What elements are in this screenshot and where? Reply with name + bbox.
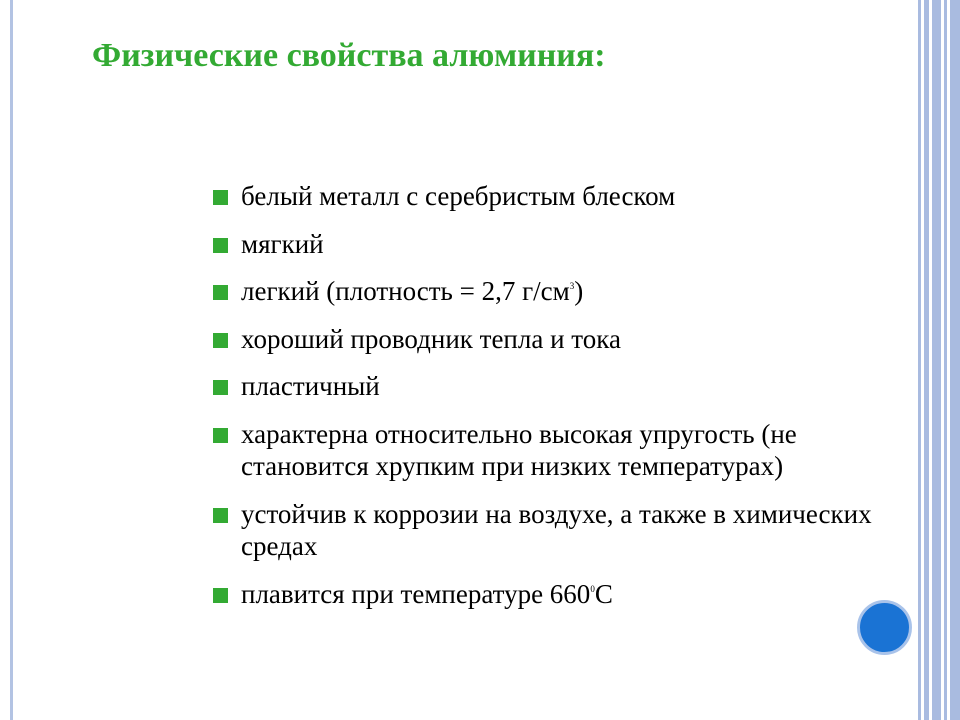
decorative-stripe <box>944 0 947 720</box>
slide-title: Физические свойства алюминия: <box>92 37 606 74</box>
list-item <box>213 228 903 261</box>
square-bullet-icon <box>213 588 228 603</box>
list-item <box>213 498 903 563</box>
list-item-text: легкий (плотность = 2,7 г/см <box>241 276 570 306</box>
list-item-text: пластичный <box>241 371 380 401</box>
list-item <box>213 323 903 356</box>
list-item <box>213 578 903 611</box>
square-bullet-icon <box>213 428 228 443</box>
decorative-stripe <box>932 0 941 720</box>
square-bullet-icon <box>213 333 228 348</box>
list-item-text-tail: С <box>594 578 613 609</box>
decorative-stripe <box>950 0 960 720</box>
square-bullet-icon <box>213 285 228 300</box>
properties-list <box>213 180 903 625</box>
list-item-text: мягкий <box>241 228 324 259</box>
square-bullet-icon <box>213 190 228 205</box>
list-item-text: хороший проводник тепла и тока <box>241 323 621 354</box>
list-item-text: белый металл с серебристым блеском <box>241 181 676 211</box>
list-item <box>213 418 903 483</box>
list-item <box>213 180 903 213</box>
superscript-exponent: 3 <box>569 281 575 291</box>
square-bullet-icon <box>213 508 228 523</box>
superscript-degree: 0 <box>590 583 595 594</box>
list-item-text: характерна относительно высокая упругость (не становится хрупким при низких температурах) <box>241 418 797 481</box>
decorative-stripe <box>918 0 921 720</box>
list-item <box>213 370 903 403</box>
list-item-text-tail: ) <box>574 276 584 306</box>
decorative-circle <box>857 600 912 655</box>
square-bullet-icon <box>213 380 228 395</box>
list-item-text: плавится при температуре 660 <box>241 578 591 609</box>
list-item <box>213 275 903 308</box>
decorative-stripe <box>924 0 929 720</box>
list-item-text: устойчив к коррозии на воздухе, а также в химических средах <box>241 498 872 561</box>
left-border-line <box>10 0 13 720</box>
square-bullet-icon <box>213 238 228 253</box>
